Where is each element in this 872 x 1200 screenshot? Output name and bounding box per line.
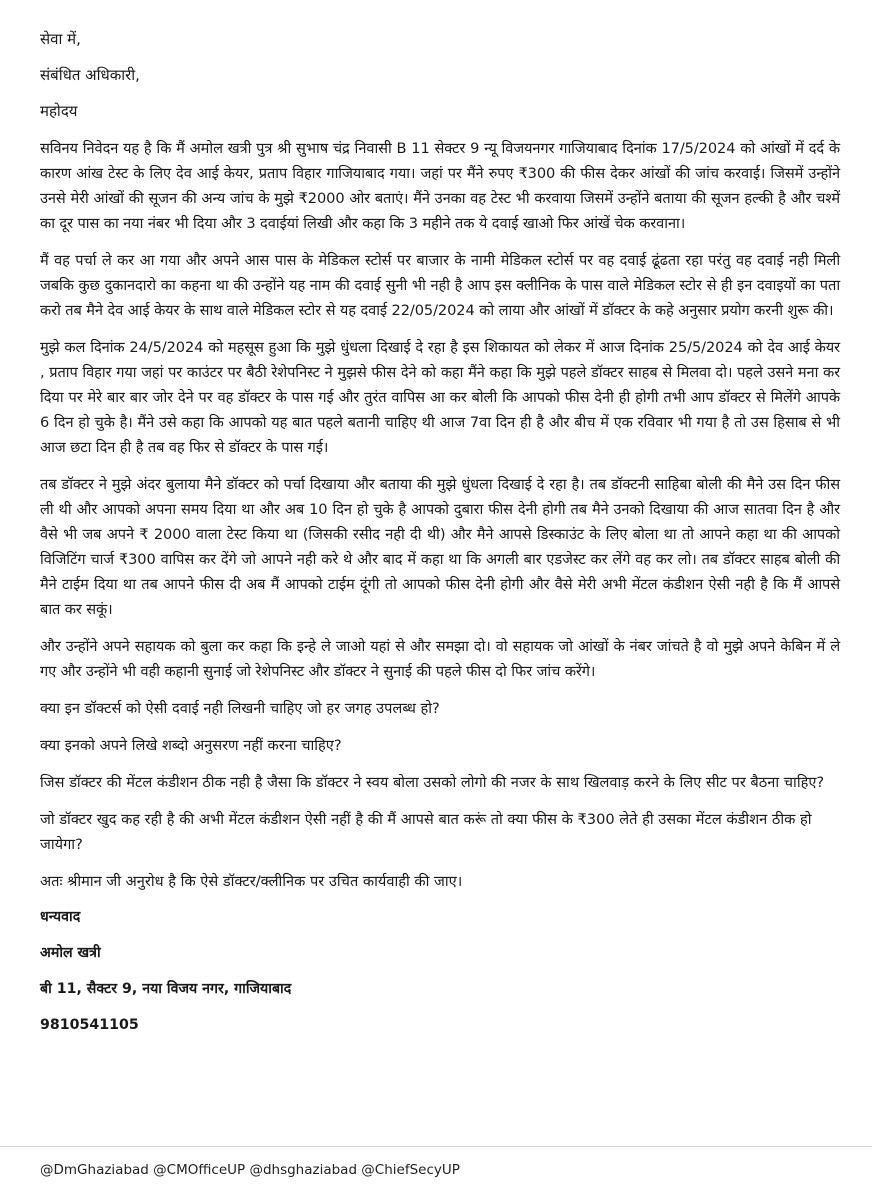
recipient: संबंधित अधिकारी,: [40, 66, 140, 84]
greeting: महोदय: [40, 102, 78, 120]
question-2: क्या इनको अपने लिखे शब्दो अनुसरण नहीं करना चाहिए?: [40, 737, 342, 754]
paragraph-doctor: तब डॉक्टर ने मुझे अंदर बुलाया मैने डॉक्टर को पर्चा दिखाया और बताया की मुझे धुंधला दिखाई दे रहा है। तब डॉक्टनी साहिबा बोली की मैने उस दिन फीस ली थी और आपको अपना समय दिया था और अब 10 दिन हो चुके है आपको दुबारा फीस देनी होगी तब मैने उनको दिखाया की आज सातवा दिन है और वैसे भी जब अपने ₹ 2000 वाला टेस्ट किया था (जिसकी रसीद नही दी थी) और मैने आपसे डिस्काउंट के लिए बोला था तो आपने कहा था की आपको विजिटिंग चार्ज ₹300 वापिस कर देंगे जो आपने नही करे थे और बाद में कहा था कि अगली बार एडजेस्ट कर लेंगे वह कर लो। तब डॉक्टर साहब बोली की मैने टाईम दिया था तब आपने फीस दी अब मैं आपको टाईम दूंगी तो आपको फीस देनी होगी और वैसे मेरी अभी मेंटल कंडीशन ऐसी नही है कि मैं आपसे बात कर सकूं।: [40, 476, 840, 618]
paragraph-medicine: मैं वह पर्चा ले कर आ गया और अपने आस पास के मेडिकल स्टोर्स पर बाजार के नामी मेडिकल स्टोर्स पर वह दवाई ढूंढता रहा परंतु वह दवाई नही मिली जबकि कुछ दुकानदारो का कहना था की उन्होंने यह नाम की दवाई सुनी भी नही है आप इस क्लीनिक के पास वाले मेडिकल स्टोर से ही इन दवाइयों का पता करो तब मैने देव आई केयर के साथ वाले मेडिकल स्टोर से यह दवाई 22/05/2024 को लाया और आंखों में डॉक्टर के कहे अनुसार प्रयोग करनी शुरू की।: [40, 252, 840, 319]
paragraph-intro: सविनय निवेदन यह है कि मैं अमोल खत्री पुत्र श्री सुभाष चंद्र निवासी B 11 सेक्टर 9 न्यू विजयनगर गाजियाबाद दिनांक 17/5/2024 को आंखों में दर्द के कारण आंख टेस्ट के लिए देव आई केयर, प्रताप विहार गाजियाबाद गया। जहां पर मैंने रुपए ₹300 की फीस देकर आंखों की जांच करवाई। जिसमें उन्होंने उनसे मेरी आंखों की सूजन की अन्य जांच के मुझे ₹2000 ओर बताएं। मैंने उनका वह टेस्ट भी करवाया जिसमें उन्होंने बताया की सूजन हल्की है और चश्में का दूर पास का नया नंबर भी दिया और 3 दवाईयां लिखी और कहा कि 3 महीने तक ये दवाई खाओ फिर आंखें चेक करवाना।: [40, 140, 840, 232]
sender-address: बी 11, सैक्टर 9, नया विजय नगर, गाजियाबाद: [40, 981, 292, 997]
thanks: धन्यवाद: [40, 909, 81, 925]
question-4: जो डॉक्टर खुद कह रही है की अभी मेंटल कंडीशन ऐसी नहीं है की मैं आपसे बात करूं तो क्या फीस के ₹300 लेते ही उसका मेंटल कंडीशन ठीक हो जायेगा?: [40, 811, 812, 853]
paragraph-visit: मुझे कल दिनांक 24/5/2024 को महसूस हुआ कि मुझे धुंधला दिखाई दे रहा है इस शिकायत को लेकर में आज दिनांक 25/5/2024 को देव आई केयर , प्रताप विहार गया जहां पर काउंटर पर बैठी रेशेपनिस्ट ने मुझसे फीस देने को कहा मैंने कहा कि मुझे पहले डॉक्टर साहब से मिलवा दो। पहले उसने मना कर दिया पर मेरे बार बार जोर देने पर वह डॉक्टर के पास गई और तुरंत वापिस आ कर बोली कि आपको फीस देनी ही होगी तभी आप डॉक्टर से मिलेंगे आपके 6 दिन हो चुके है। मैंने उसे कहा कि आपको यह बात पहले बतानी चाहिए थी आज 7वा दिन ही है और बीच में एक रविवार भी गया है तो उस हिसाब से भी आज छटा दिन ही है तब वह फिर से डॉक्टर के पास गई।: [40, 339, 840, 456]
sender-name: अमोल खत्री: [40, 945, 101, 961]
letter-body: [40, 28, 840, 1050]
mentions-footer: @DmGhaziabad @CMOfficeUP @dhsghaziabad @ChiefSecyUP: [40, 1162, 460, 1178]
salutation: सेवा में,: [40, 30, 81, 48]
request-line: अतः श्रीमान जी अनुरोध है कि ऐसे डॉक्टर/क्लीनिक पर उचित कार्यवाही की जाए।: [40, 873, 463, 890]
question-1: क्या इन डॉक्टर्स को ऐसी दवाई नही लिखनी चाहिए जो हर जगह उपलब्ध हो?: [40, 700, 440, 717]
question-3: जिस डॉक्टर की मेंटल कंडीशन ठीक नही है जैसा कि डॉक्टर ने स्वय बोला उसको लोगो की नजर के साथ खिलवाड़ करने के लिए सीट पर बैठना चाहिए?: [40, 774, 825, 791]
paragraph-assistant: और उन्होंने अपने सहायक को बुला कर कहा कि इन्हे ले जाओ यहां से और समझा दो। वो सहायक जो आंखों के नंबर जांचते है वो मुझे अपने केबिन में ले गए और उन्होंने भी वही कहानी सुनाई जो रेशेपनिस्ट और डॉक्टर ने सुनाई की पहले फीस दो फिर जांच करेंगे।: [40, 638, 840, 680]
footer-divider: [0, 1146, 872, 1147]
sender-phone: 9810541105: [40, 1017, 139, 1033]
